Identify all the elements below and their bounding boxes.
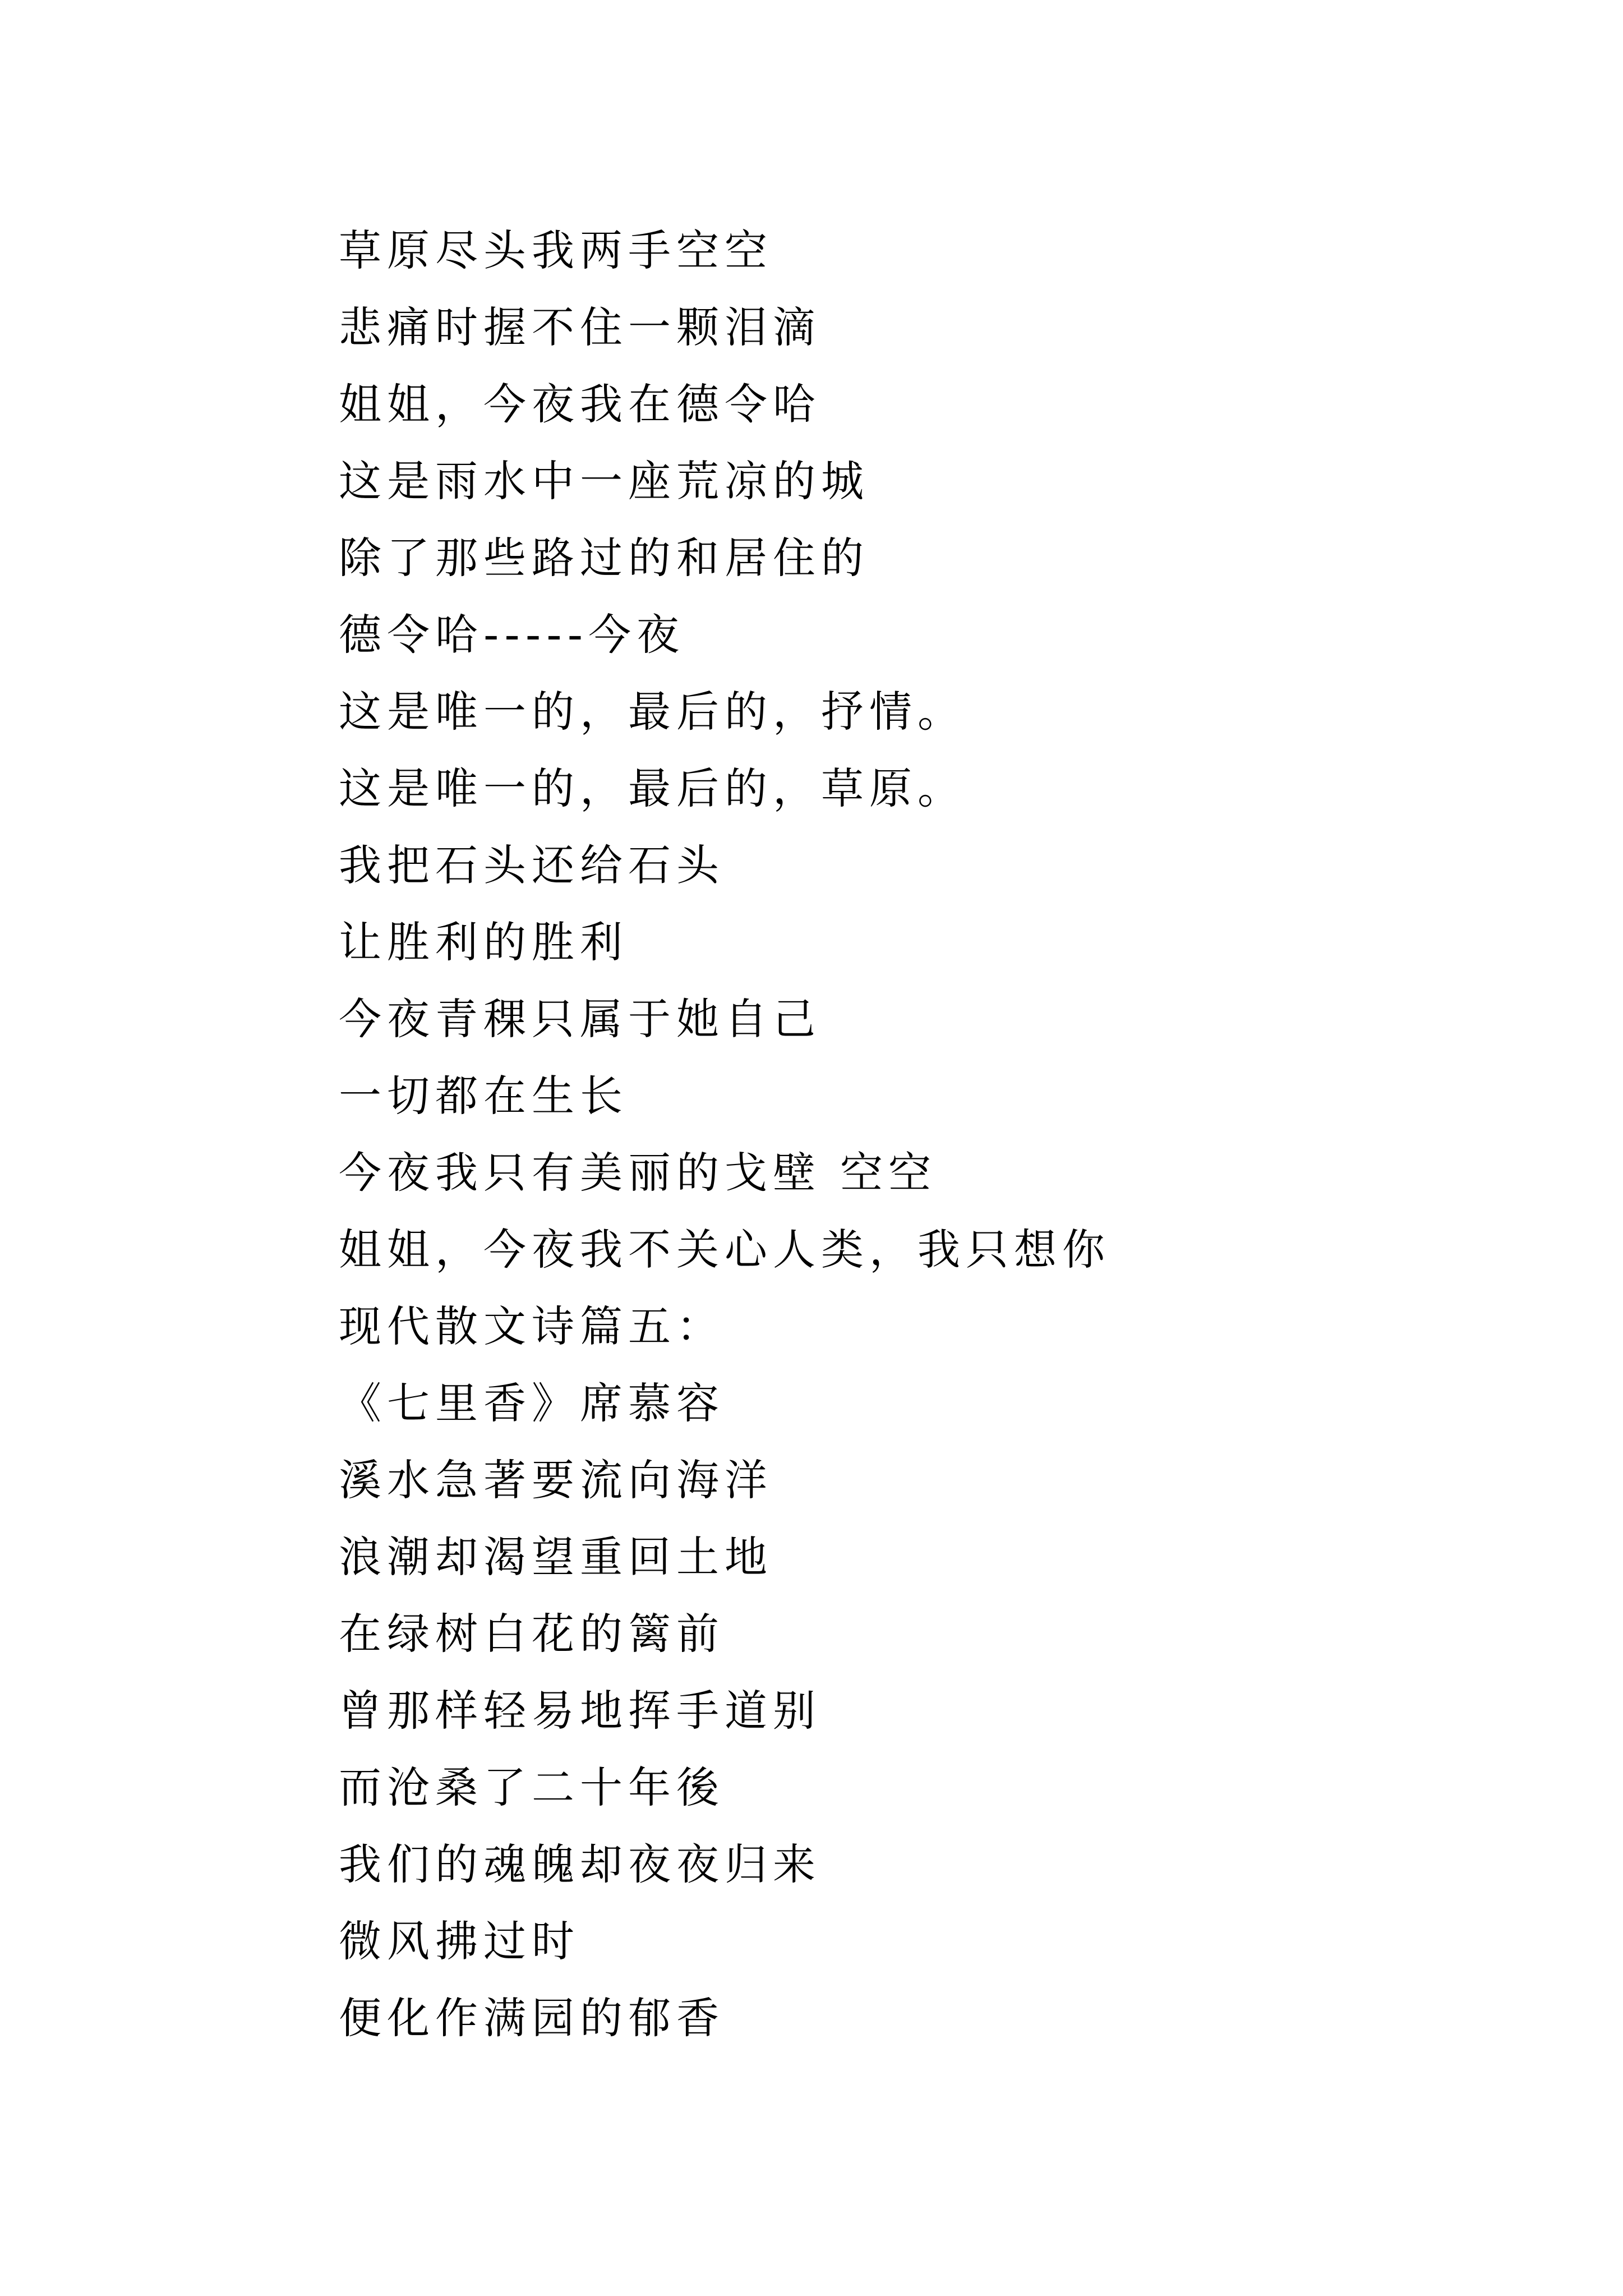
text-line: 在绿树白花的篱前 (339, 1609, 725, 1659)
text-line: 微风拂过时 (339, 1916, 580, 1966)
text-line: 悲痛时握不住一颗泪滴 (339, 302, 821, 352)
text-line: 一切都在生长 (339, 1071, 628, 1121)
text-line: 我们的魂魄却夜夜归来 (339, 1839, 821, 1889)
text-line: 这是唯一的，最后的，抒情。 (339, 687, 966, 737)
poem-text (339, 212, 1110, 2056)
text-line: 而沧桑了二十年後 (339, 1763, 725, 1812)
text-line: 姐姐，今夜我在德令哈 (339, 379, 821, 429)
section-heading: 现代散文诗篇五： (339, 1301, 725, 1351)
text-line: 除了那些路过的和居住的 (339, 533, 869, 583)
text-line: 溪水急著要流向海洋 (339, 1455, 773, 1505)
text-line: 姐姐，今夜我不关心人类，我只想你 (339, 1225, 1110, 1274)
text-line: 草原尽头我两手空空 (339, 226, 773, 275)
text-line: 我把石头还给石头 (339, 840, 725, 890)
text-line: 今夜青稞只属于她自己 (339, 994, 821, 1044)
text-line: 浪潮却渴望重回土地 (339, 1532, 773, 1582)
text-line: 便化作满园的郁香 (339, 1993, 725, 2043)
text-line: 这是唯一的，最后的，草原。 (339, 763, 966, 813)
text-line: 让胜利的胜利 (339, 917, 628, 967)
text-line: 曾那样轻易地挥手道别 (339, 1686, 821, 1736)
text-line: 今夜我只有美丽的戈壁 空空 (339, 1148, 937, 1198)
text-line: 这是雨水中一座荒凉的城 (339, 456, 869, 506)
poem-title: 《七里香》席慕容 (339, 1378, 725, 1428)
text-line: 德令哈-----今夜 (339, 610, 685, 660)
